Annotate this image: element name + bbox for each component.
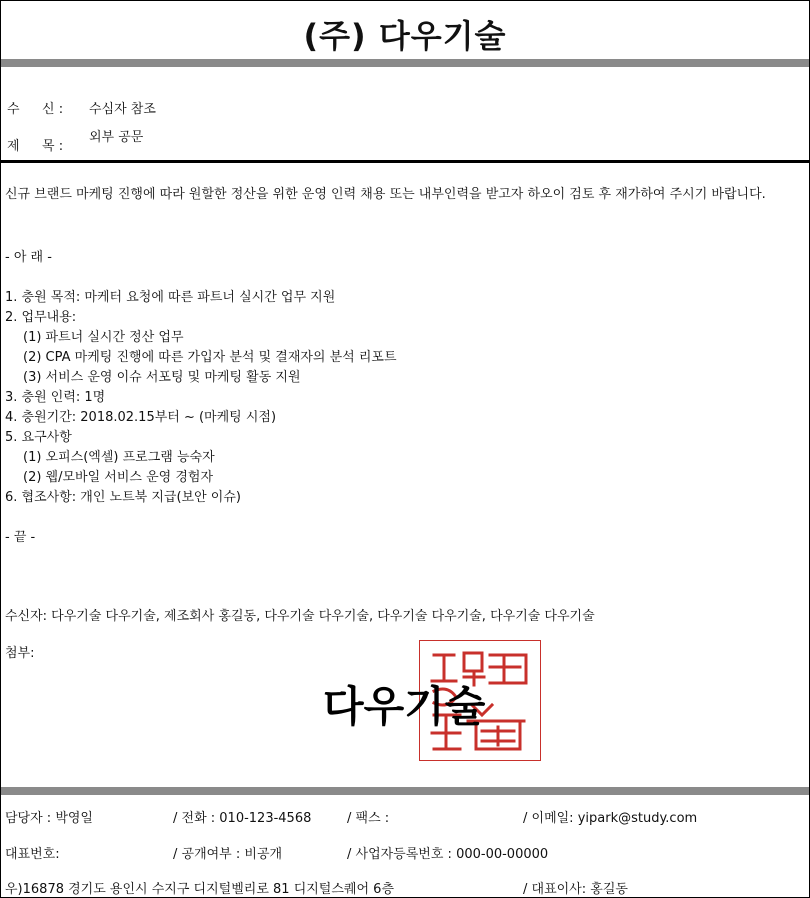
item-cooperation: 6. 협조사항: 개인 노트북 지급(보안 이슈) (5, 490, 241, 505)
subject-label-2: 목 : (42, 139, 64, 154)
subject-label-1: 제 (7, 139, 20, 154)
intro-paragraph: 신규 브랜드 마케팅 진행에 따라 원할한 정산을 위한 운영 인력 채용 또는 내부인력을 받고자 하오이 검토 후 재가하여 주시기 바랍니다. (5, 187, 766, 202)
recipient-label-2: 신 : (42, 102, 64, 117)
footer-email: / 이메일: yipark@study.com (523, 811, 698, 826)
footer-divider (1, 787, 809, 795)
item-duty-3: (3) 서비스 운영 이슈 서포팅 및 마케팅 활동 지원 (23, 370, 301, 385)
meta-divider (1, 160, 809, 163)
footer-rep-number: 대표번호: (5, 847, 60, 862)
footer-phone: / 전화 : 010-123-4568 (173, 811, 312, 826)
item-duties: 2. 업무내용: (5, 310, 77, 325)
recipient-value: 수심자 참조 (89, 102, 156, 117)
item-requirements: 5. 요구사항 (5, 430, 72, 445)
item-period: 4. 충원기간: 2018.02.15부터 ~ (마케팅 시점) (5, 410, 277, 425)
company-title: (주) 다우기술 (303, 17, 507, 55)
item-duty-1: (1) 파트너 실시간 정산 업무 (23, 330, 184, 345)
subject-value: 외부 공문 (89, 130, 144, 145)
below-marker: - 아 래 - (5, 250, 52, 265)
item-duty-2: (2) CPA 마케팅 진행에 따른 가입자 분석 및 결재자의 분석 리포트 (23, 350, 397, 365)
footer-address: 우)16878 경기도 용인시 수지구 디지털벨리로 81 디지털스퀘어 6층 (5, 882, 395, 897)
footer-ceo: / 대표이사: 홍길동 (523, 882, 628, 897)
item-headcount: 3. 충원 인력: 1명 (5, 390, 106, 405)
item-requirement-1: (1) 오피스(엑셀) 프로그램 능숙자 (23, 450, 215, 465)
item-requirement-2: (2) 웹/모바일 서비스 운영 경험자 (23, 470, 214, 485)
item-purpose: 1. 충원 목적: 마케터 요청에 따른 파트너 실시간 업무 지원 (5, 290, 336, 305)
recipient-label-1: 수 (7, 102, 20, 117)
attachment-label: 첨부: (5, 646, 35, 661)
footer-fax: / 팩스 : (347, 811, 390, 826)
footer-disclosure: / 공개여부 : 비공개 (173, 847, 283, 862)
recipients-line: 수신자: 다우기술 다우기술, 제조회사 홍길동, 다우기술 다우기술, 다우기술 다우기술, 다우기술 다우기술 (5, 609, 595, 624)
footer-business-reg: / 사업자등록번호 : 000-00-00000 (347, 847, 549, 862)
header-divider (1, 59, 809, 67)
footer-manager: 담당자 : 박영일 (5, 811, 93, 826)
seal-company-name: 다우기술 (323, 682, 486, 731)
end-marker: - 끝 - (5, 530, 36, 545)
